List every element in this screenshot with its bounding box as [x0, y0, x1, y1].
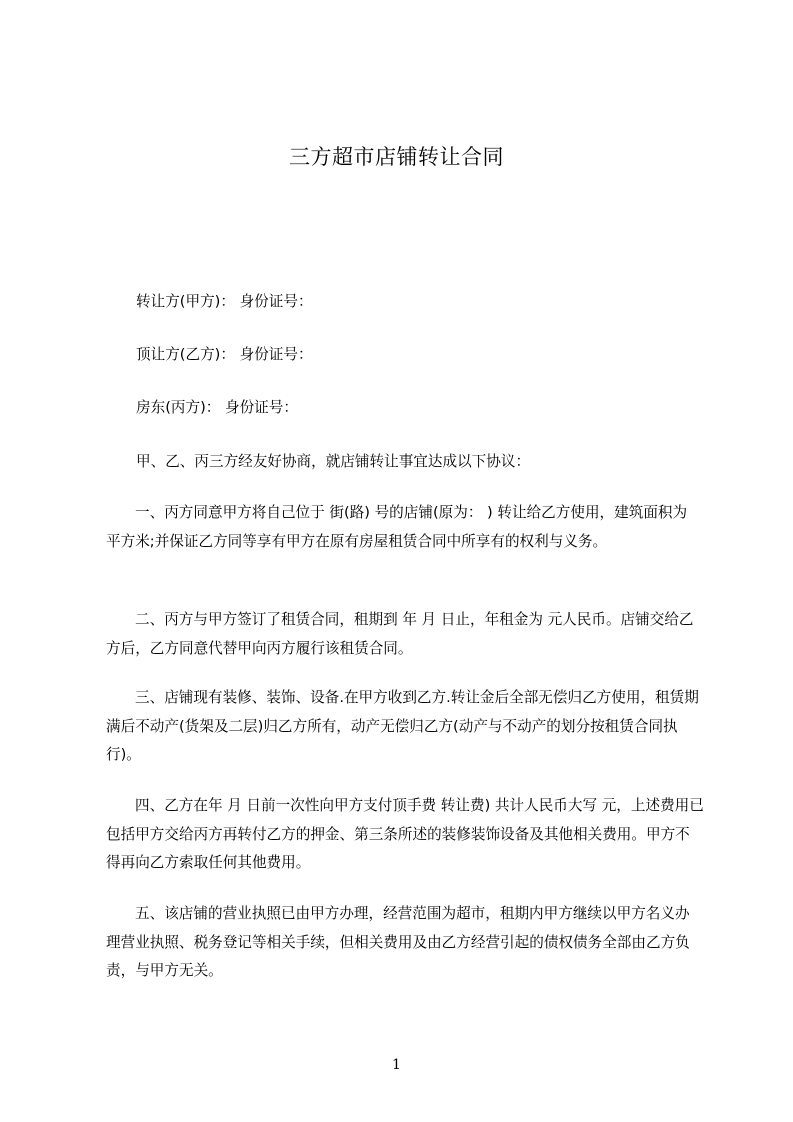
clause-5-paragraph: 五、该店铺的营业执照已由甲方办理，经营范围为超市，租期内甲方继续以甲方名义办理营业执照、税务登记等相关手续，但相关费用及由乙方经营引起的债权债务全部由乙方负责，与甲方无关。 — [106, 905, 690, 979]
party-transferor-line: 转让方(甲方)： 身份证号： — [136, 293, 313, 310]
page-number: 1 — [392, 1057, 401, 1073]
clause-2-paragraph: 二、丙方与甲方签订了租赁合同，租期到 年 月 日止，年租金为 元人民币。店铺交给乙方后，乙方同意代替甲向丙方履行该租赁合同。 — [106, 611, 694, 657]
document-title: 三方超市店铺转让合同 — [289, 145, 504, 169]
clause-1-paragraph: 一、丙方同意甲方将自己位于 街(路) 号的店铺(原为： ) 转让给乙方使用，建筑面积为 平方米;并保证乙方同等享有甲方在原有房屋租赁合同中所享有的权利与义务。 — [106, 504, 688, 550]
party-landlord-line: 房东(丙方)： 身份证号： — [136, 399, 298, 416]
clause-4-paragraph: 四、乙方在年 月 日前一次性向甲方支付顶手费 转让费) 共计人民币大写 元，上述费用已包括甲方交给丙方再转付乙方的押金、第三条所述的装修装饰设备及其他相关费用。甲方不得再向乙方索取任何其他费用。 — [106, 797, 704, 871]
party-transferee-line: 顶让方(乙方)： 身份证号： — [136, 346, 313, 363]
clause-3-paragraph: 三、店铺现有装修、装饰、设备.在甲方收到乙方.转让金后全部无偿归乙方使用，租赁期满后不动产(货架及二层)归乙方所有，动产无偿归乙方(动产与不动产的划分按租赁合同执行)。 — [106, 689, 699, 763]
intro-paragraph: 甲、乙、丙三方经友好协商，就店铺转让事宜达成以下协议： — [136, 453, 531, 470]
